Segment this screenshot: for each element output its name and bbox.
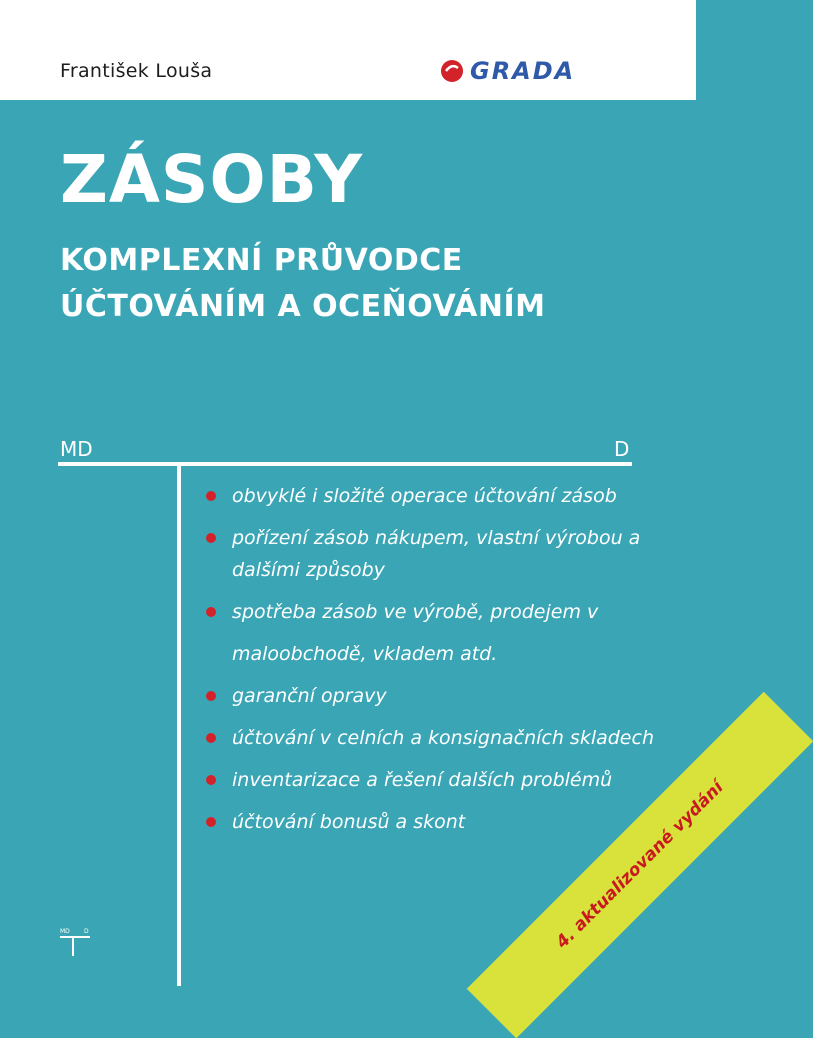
bullet-dot-icon <box>206 691 216 701</box>
bullet-dot-icon <box>206 817 216 827</box>
publisher-logo <box>440 56 575 86</box>
feature-item: inventarizace a řešení dalších problémů <box>206 764 676 796</box>
mini-logo-md: MD <box>60 928 70 935</box>
publisher-name: GRADA <box>470 57 576 85</box>
feature-item: účtování bonusů a skont <box>206 806 676 838</box>
t-account-d-label: D <box>614 437 630 461</box>
feature-item: obvyklé i složité operace účtování zásob <box>206 480 676 512</box>
subtitle-line-2: ÚČTOVÁNÍM A OCEŇOVÁNÍM <box>60 289 546 324</box>
t-account-horizontal-rule <box>58 462 632 466</box>
mini-logo-rule-h <box>60 936 90 938</box>
t-account-vertical-rule <box>177 462 181 986</box>
feature-item: pořízení zásob nákupem, vlastní výrobou a dalšími způsoby <box>206 522 676 586</box>
bullet-dot-icon <box>206 607 216 617</box>
series-mini-logo <box>60 928 90 958</box>
cover-header <box>0 0 696 100</box>
book-title: ZÁSOBY <box>60 141 364 218</box>
feature-item: účtování v celních a konsignačních skladech <box>206 722 676 754</box>
bullet-dot-icon <box>206 733 216 743</box>
t-account-md-label: MD <box>60 437 93 461</box>
author-name: František Louša <box>60 60 213 82</box>
bullet-dot-icon <box>206 491 216 501</box>
bullet-dot-icon <box>206 775 216 785</box>
feature-item: garanční opravy <box>206 680 676 712</box>
feature-list <box>206 480 676 848</box>
grada-logo-mark-icon <box>440 59 464 83</box>
edition-badge-text: 4. aktualizované vydání <box>552 777 728 953</box>
mini-logo-d: D <box>84 928 89 935</box>
feature-item: spotřeba zásob ve výrobě, prodejem v maloobchodě, vkladem atd. <box>206 596 676 670</box>
subtitle-line-1: KOMPLEXNÍ PRŮVODCE <box>60 243 463 278</box>
mini-logo-rule-v <box>72 936 74 956</box>
bullet-dot-icon <box>206 533 216 543</box>
book-subtitle <box>60 238 546 330</box>
